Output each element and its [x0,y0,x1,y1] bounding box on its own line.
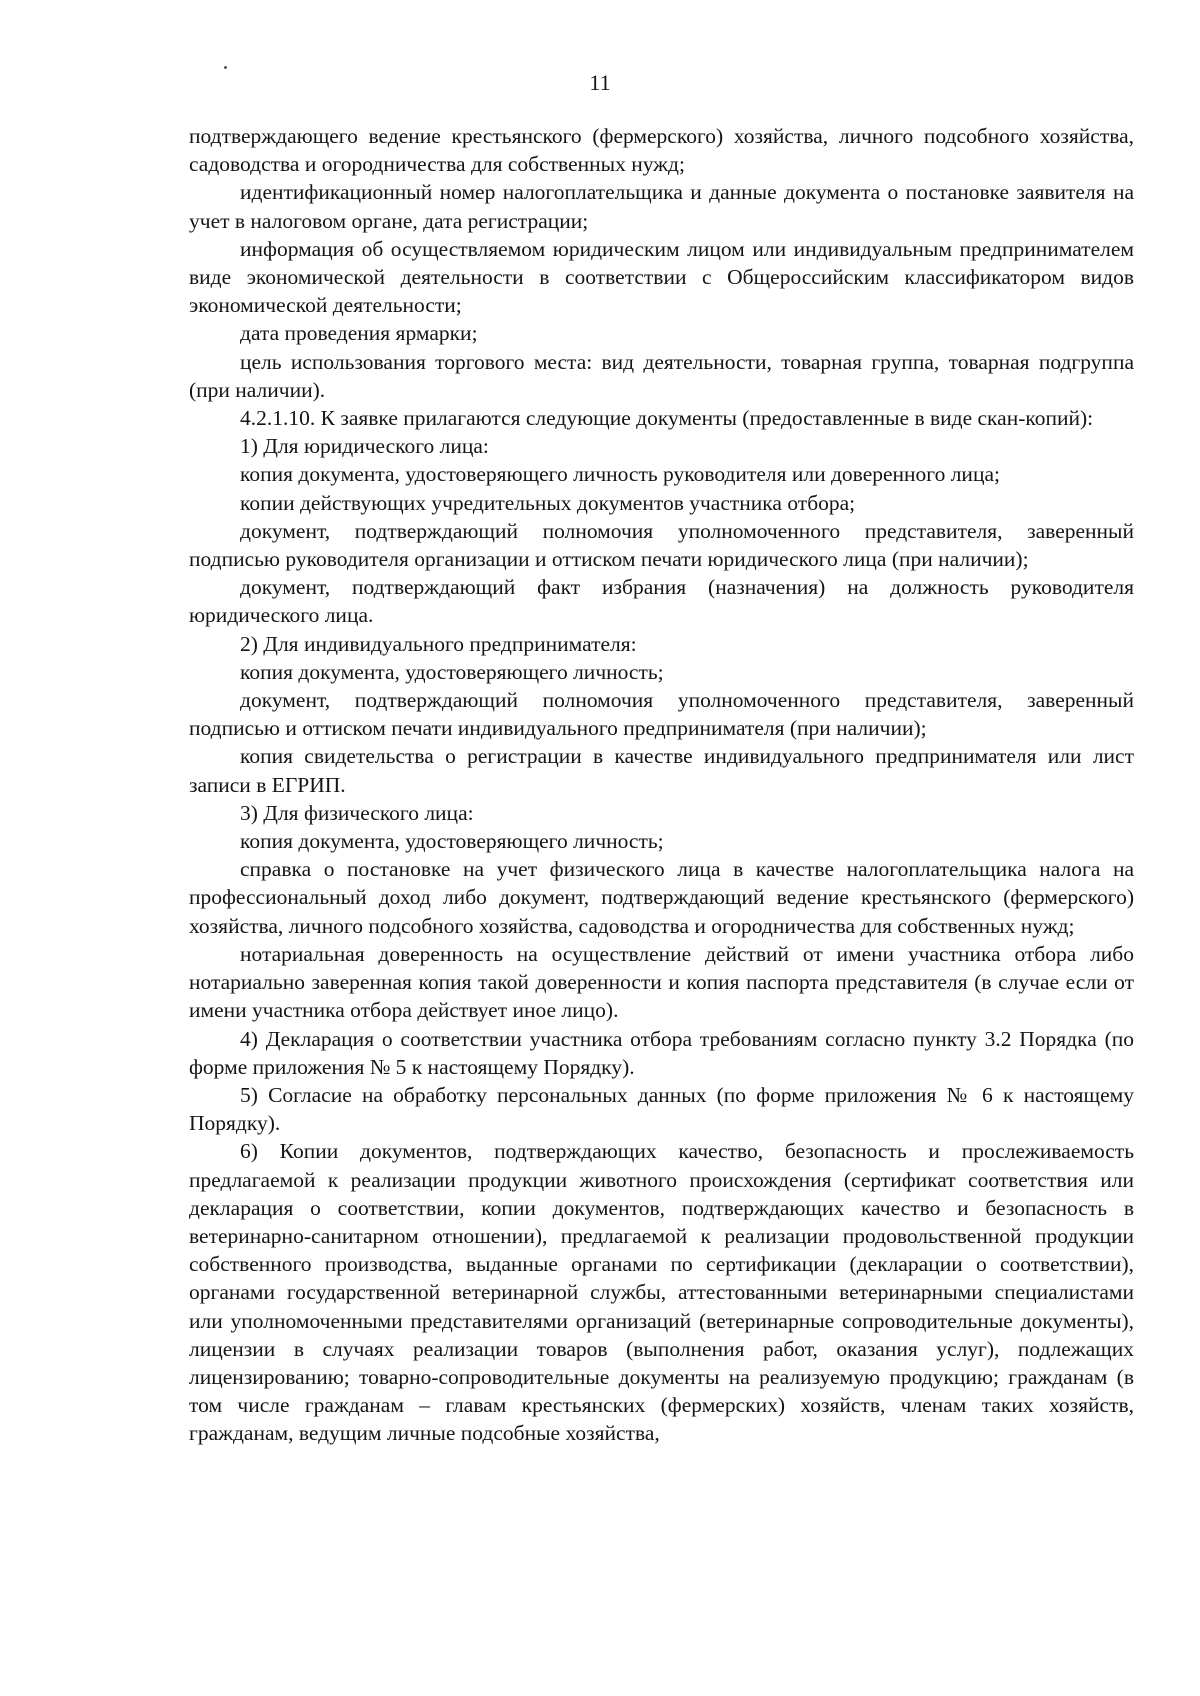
paragraph: информация об осуществляемом юридическим лицом или индивидуальным предпринимателем виде экономической деятельности в соответствии с Общероссийским классификатором видов экономической деятельности; [189,236,1134,318]
paragraph: документ, подтверждающий полномочия уполномоченного представителя, заверенный подписью и оттиском печати индивидуального предпринимателя (при наличии); [189,688,1134,741]
paragraph: 4) Декларация о соответствии участника отбора требованиям согласно пункту 3.2 Порядка (по форме приложения № 5 к настоящему Порядку). [189,1026,1134,1079]
paragraph: 3) Для физического лица: [240,800,474,825]
document-body [189,122,1134,1448]
paragraph: копия свидетельства о регистрации в качестве индивидуального предпринимателя или лист записи в ЕГРИП. [189,744,1134,797]
paragraph: идентификационный номер налогоплательщика и данные документа о постановке заявителя на учет в налоговом органе, дата регистрации; [189,180,1134,233]
paragraph: 1) Для юридического лица: [240,434,489,459]
paragraph: подтверждающего ведение крестьянского (фермерского) хозяйства, личного подсобного хозяйства, садоводства и огородничества для собственных нужд; [189,124,1134,177]
paragraph: нотариальная доверенность на осуществление действий от имени участника отбора либо нотариально заверенная копия такой доверенности и копия паспорта представителя (в случае если от имени участника отбора действует иное лицо). [189,941,1134,1023]
paragraph: 4.2.1.10. К заявке прилагаются следующие документы (предоставленные в виде скан-копий): [240,406,1094,431]
paragraph: 2) Для индивидуального предпринимателя: [240,631,637,656]
paragraph: цель использования торгового места: вид деятельности, товарная группа, товарная подгруппа (при наличии). [189,349,1134,402]
paragraph: копии действующих учредительных документов участника отбора; [240,490,856,515]
paragraph: копия документа, удостоверяющего личность руководителя или доверенного лица; [240,462,1000,487]
page-number: 11 [589,70,611,95]
paragraph: документ, подтверждающий полномочия уполномоченного представителя, заверенный подписью руководителя организации и оттиском печати юридического лица (при наличии); [189,518,1134,572]
paragraph: копия документа, удостоверяющего личность; [240,659,664,684]
paragraph: 6) Копии документов, подтверждающих качество, безопасность и прослеживаемость предлагаемой к реализации продукции животного происхождения (сертификат соответствия или декларация о соответствии, копии документов, подтверждающих качество и безопасность в ветеринарно-санитарном отношении), предлагаемой к реализации продовольственной продукции собственного производства, выданные органами по сертификации (декларации о соответствии), органами государственной ветеринарной службы, аттестованными ветеринарными специалистами или уполномоченными представителями организаций (ветеринарные сопроводительные документы), лицензии в случаях реализации товаров (выполнения работ, оказания услуг), подлежащих лицензированию; товарно-сопроводительные документы на реализуемую продукцию; гражданам (в том числе гражданам – главам крестьянских (фермерских) хозяйств, членам таких хозяйств, гражданам, ведущим личные подсобные хозяйства, [189,1139,1134,1446]
paragraph: справка о постановке на учет физического лица в качестве налогоплательщика налога на профессиональный доход либо документ, подтверждающий ведение крестьянского (фермерского) хозяйства, личного подсобного хозяйства, садоводства и огородничества для собственных нужд; [189,857,1134,938]
paragraph: дата проведения ярмарки; [240,321,478,346]
paragraph: копия документа, удостоверяющего личность; [240,829,664,854]
paragraph: 5) Согласие на обработку персональных данных (по форме приложения № 6 к настоящему Порядку). [189,1082,1134,1136]
scan-artifact-dot [224,66,227,69]
paragraph: документ, подтверждающий факт избрания (назначения) на должность руководителя юридического лица. [189,575,1134,628]
